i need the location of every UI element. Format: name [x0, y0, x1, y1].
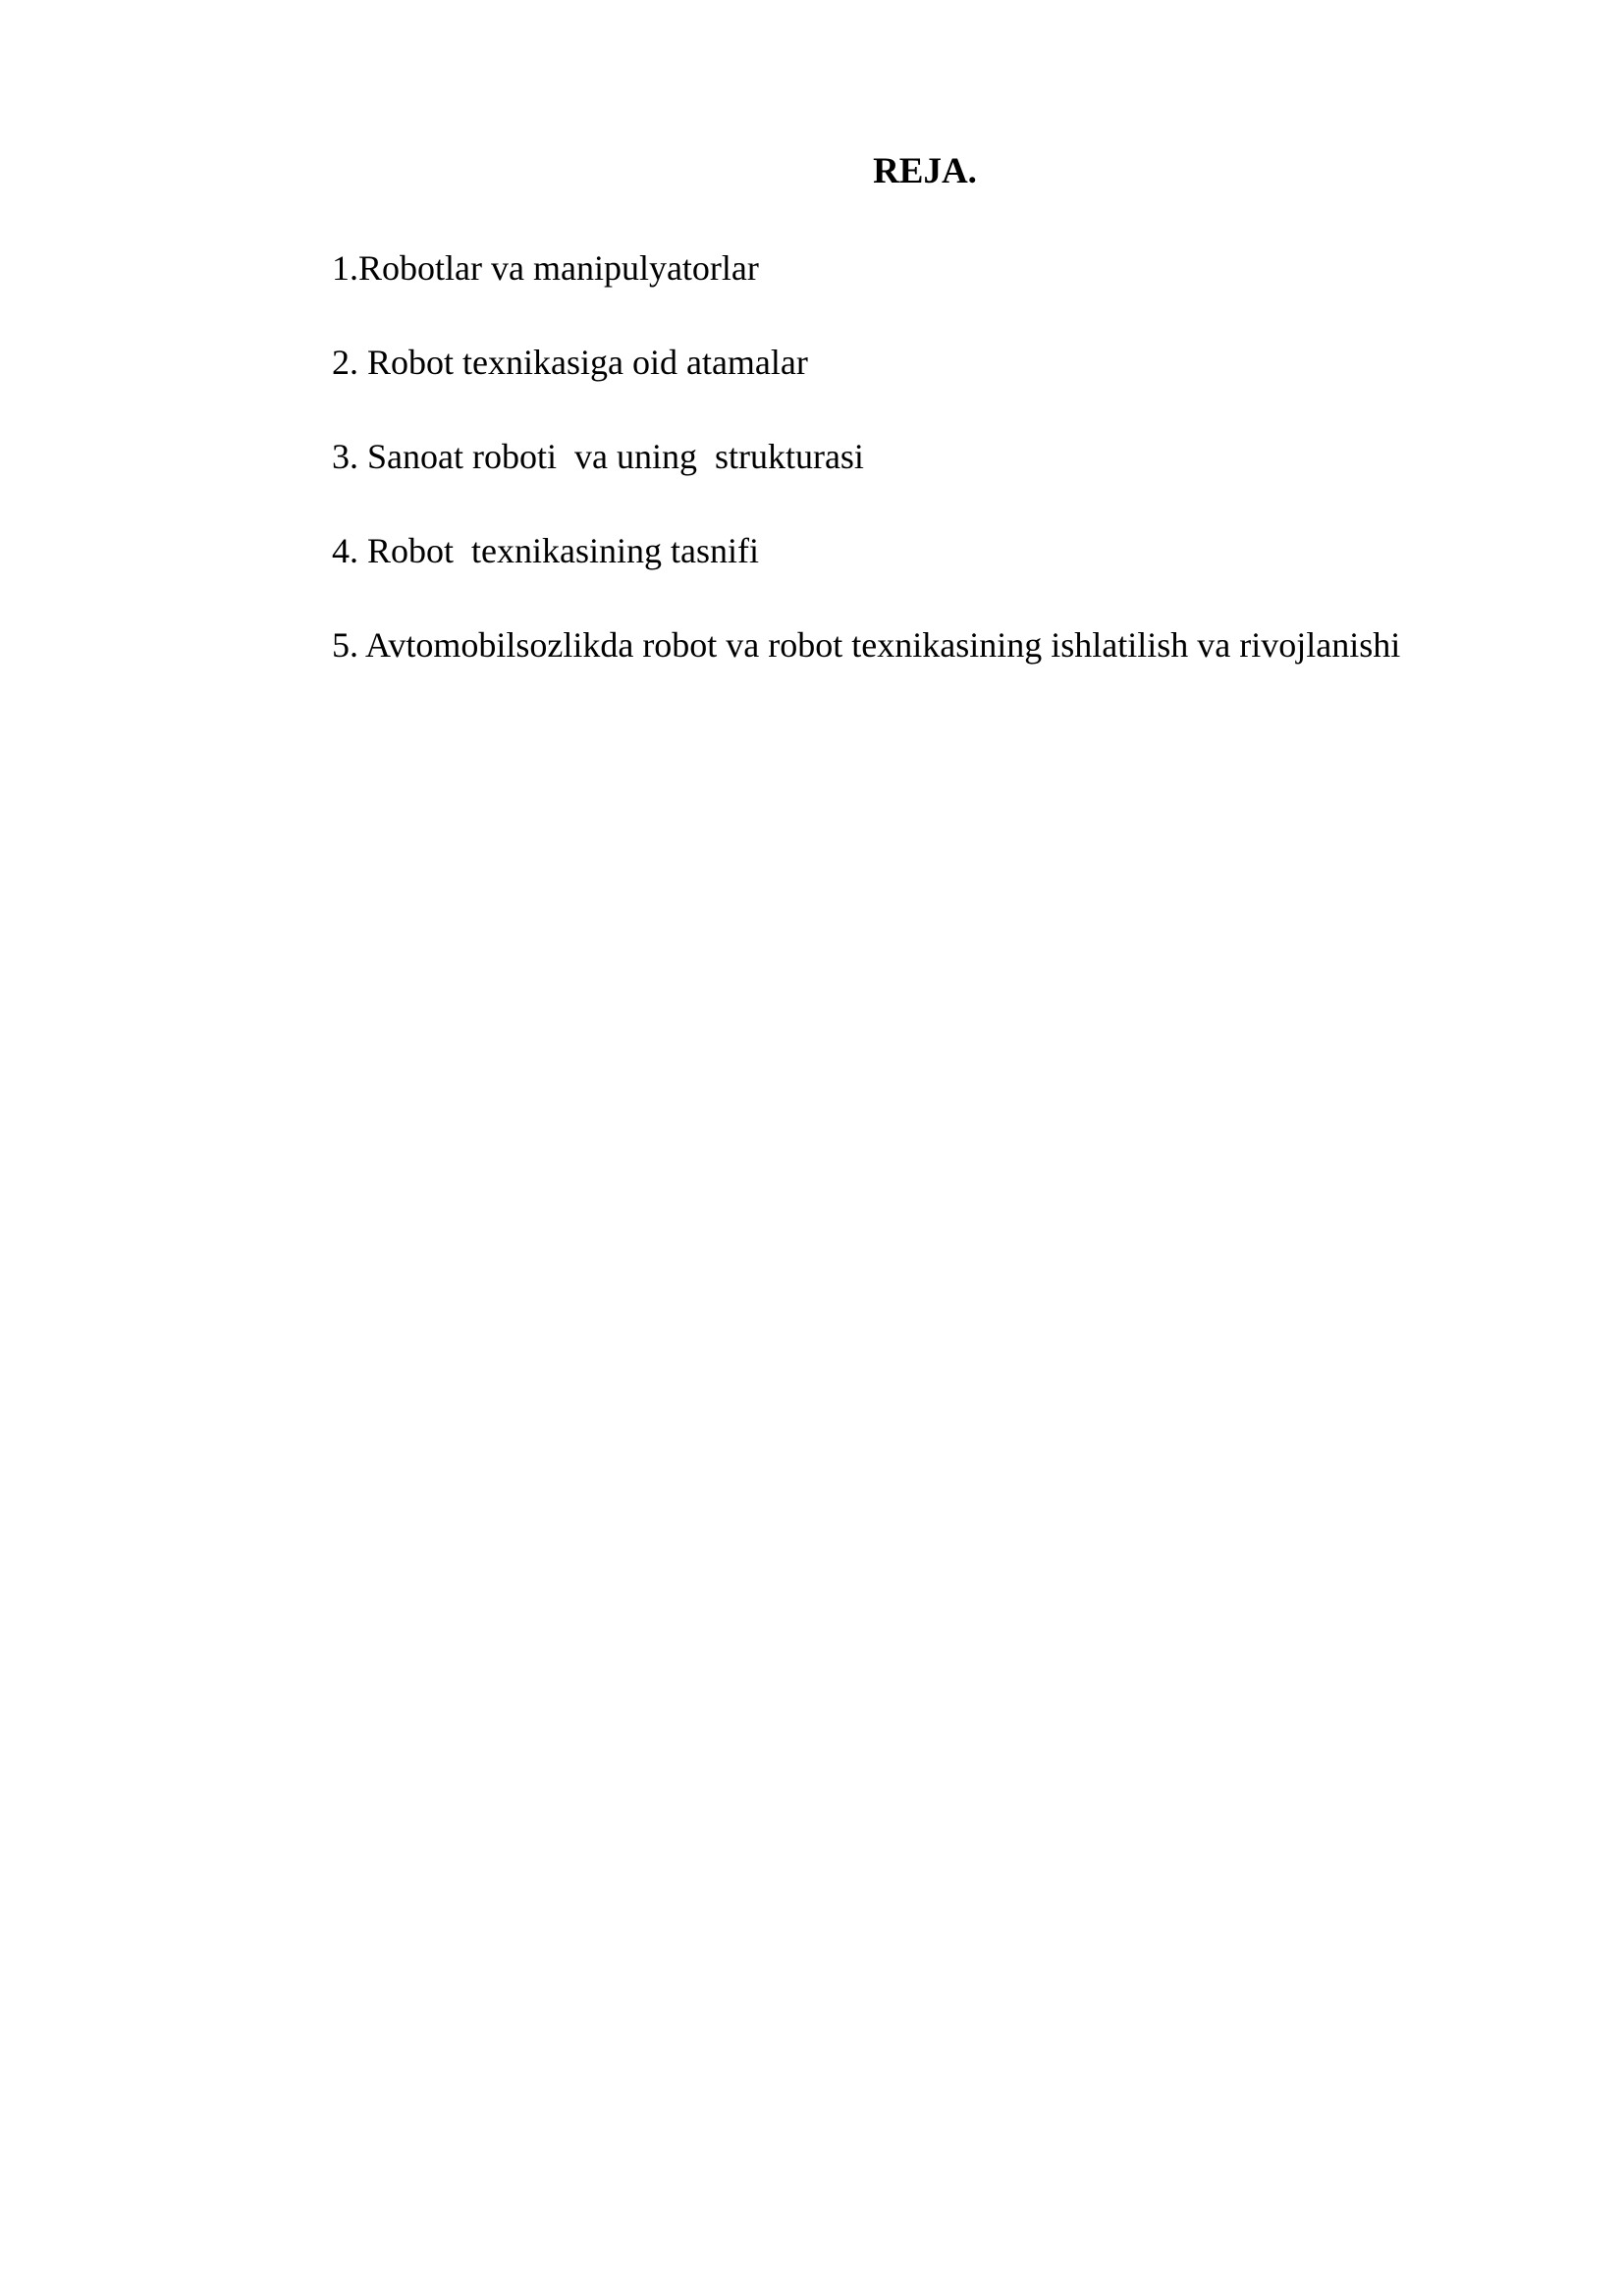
plan-item-4: 4. Robot texnikasining tasnifi — [332, 531, 759, 570]
plan-item-3: 3. Sanoat roboti va uning strukturasi — [332, 437, 864, 476]
plan-item-5: 5. Avtomobilsozlikda robot va robot texnikasining ishlatilish va rivojlanishi — [332, 625, 1401, 665]
page-title: REJA. — [873, 151, 977, 191]
plan-item-2: 2. Robot texnikasiga oid atamalar — [332, 343, 808, 382]
plan-list — [332, 250, 1400, 721]
plan-item-1: 1.Robotlar va manipulyatorlar — [332, 248, 759, 288]
